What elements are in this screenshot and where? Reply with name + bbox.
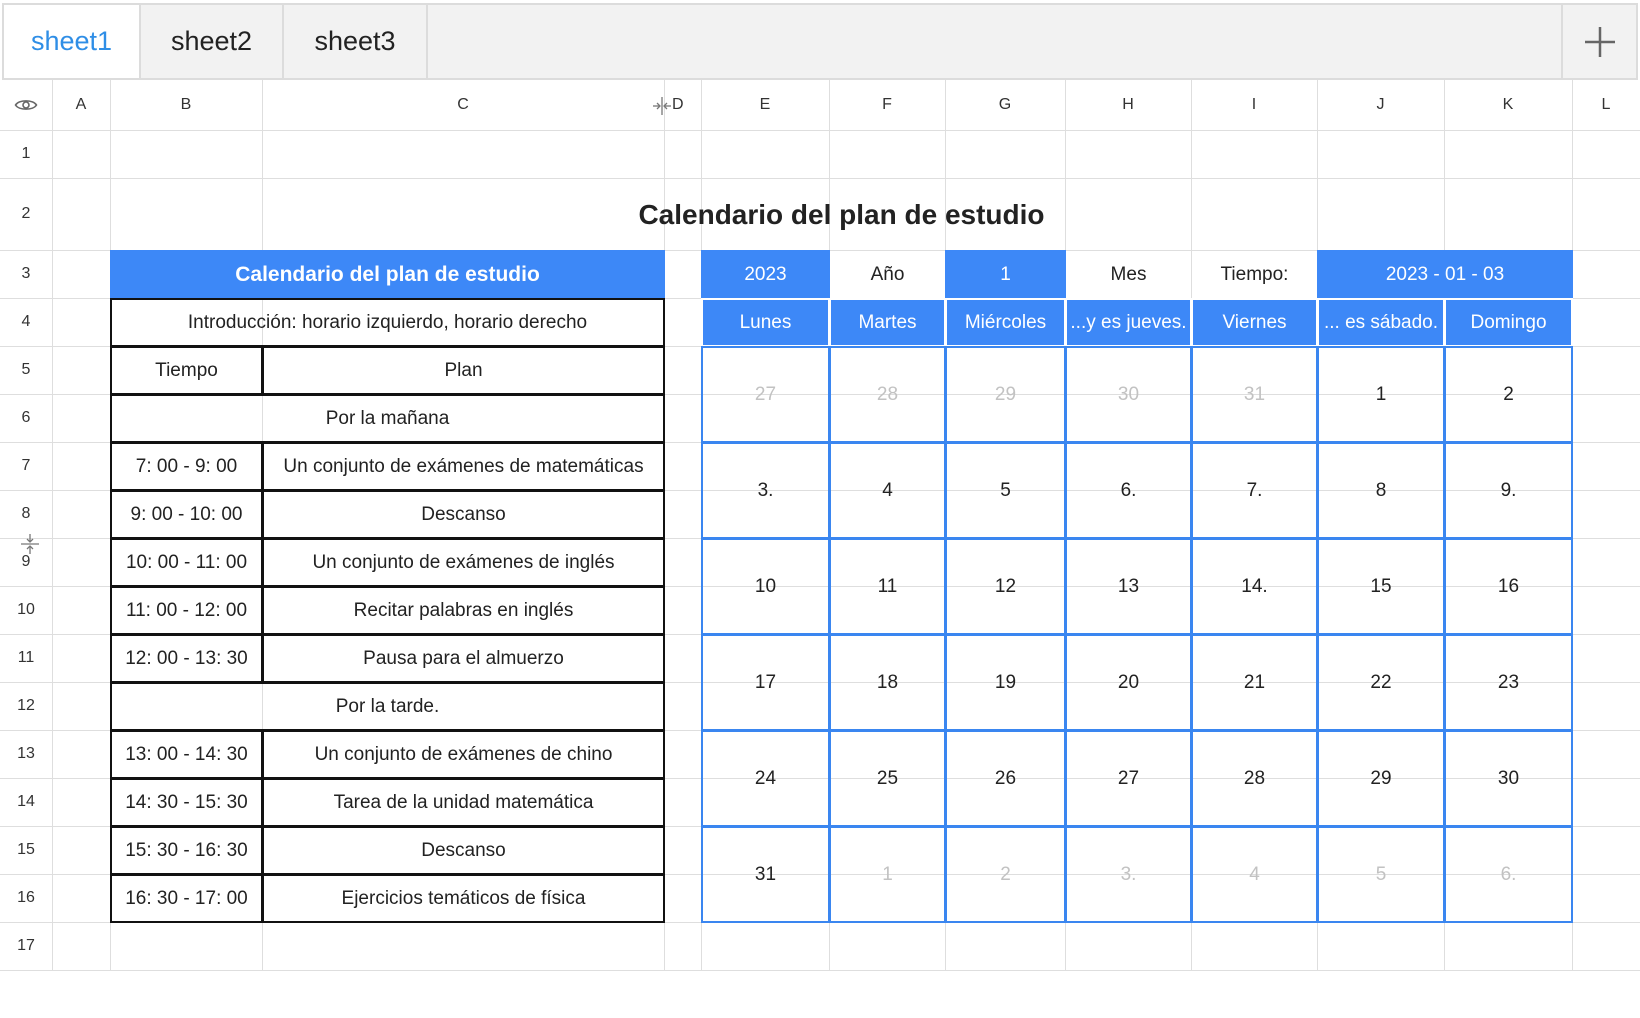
afternoon-section-label[interactable]: Por la tarde. (110, 682, 665, 731)
row-header[interactable]: 8 (21, 505, 31, 522)
row-header[interactable]: 9 (21, 553, 31, 570)
row-header[interactable]: 12 (17, 697, 35, 714)
schedule-plan-cell[interactable]: Ejercicios temáticos de física (262, 874, 665, 923)
row-header[interactable]: 11 (17, 649, 35, 666)
month-label-cell[interactable]: Mes (1110, 263, 1147, 285)
calendar-day-cell[interactable]: 1 (1317, 346, 1445, 443)
calendar-day-cell[interactable]: 31 (701, 826, 830, 923)
row-header[interactable]: 13 (17, 745, 35, 762)
gridline-vertical (52, 80, 53, 970)
weekday-header[interactable]: ... es sábado. (1317, 298, 1445, 347)
calendar-day-cell[interactable]: 20 (1065, 634, 1192, 731)
year-value-cell[interactable]: 2023 (701, 250, 830, 299)
row-header[interactable]: 10 (17, 601, 35, 618)
weekday-header[interactable]: ...y es jueves. (1065, 298, 1192, 347)
sheet-title: Calendario del plan de estudio (638, 198, 1045, 230)
row-header[interactable]: 2 (21, 205, 31, 222)
schedule-plan-cell[interactable]: Recitar palabras en inglés (262, 586, 665, 635)
row-resize-icon (20, 533, 40, 555)
row-header[interactable]: 15 (17, 841, 35, 858)
time-label-cell[interactable]: Tiempo: (1220, 263, 1289, 285)
calendar-day-cell[interactable]: 12 (945, 538, 1066, 635)
calendar-day-cell[interactable]: 31 (1191, 346, 1318, 443)
time-column-header[interactable]: Tiempo (110, 346, 263, 395)
calendar-day-cell[interactable]: 29 (945, 346, 1066, 443)
calendar-day-cell[interactable]: 5 (1317, 826, 1445, 923)
schedule-time-cell[interactable]: 13: 00 - 14: 30 (110, 730, 263, 779)
schedule-time-cell[interactable]: 9: 00 - 10: 00 (110, 490, 263, 539)
eye-icon (14, 97, 38, 113)
calendar-day-cell[interactable]: 15 (1317, 538, 1445, 635)
row-header[interactable]: 3 (21, 265, 31, 282)
column-resize-handle[interactable] (652, 96, 672, 116)
calendar-day-cell[interactable]: 23 (1444, 634, 1573, 731)
schedule-plan-cell[interactable]: Tarea de la unidad matemática (262, 778, 665, 827)
spreadsheet-grid[interactable] (0, 80, 1640, 984)
calendar-day-cell[interactable]: 26 (945, 730, 1066, 827)
calendar-day-cell[interactable]: 28 (829, 346, 946, 443)
calendar-day-cell[interactable]: 8 (1317, 442, 1445, 539)
schedule-time-cell[interactable]: 7: 00 - 9: 00 (110, 442, 263, 491)
row-header[interactable]: 16 (17, 889, 35, 906)
calendar-day-cell[interactable]: 18 (829, 634, 946, 731)
schedule-time-cell[interactable]: 16: 30 - 17: 00 (110, 874, 263, 923)
schedule-plan-cell[interactable]: Pausa para el almuerzo (262, 634, 665, 683)
calendar-day-cell[interactable]: 5 (945, 442, 1066, 539)
schedule-plan-cell[interactable]: Descanso (262, 490, 665, 539)
schedule-time-cell[interactable]: 10: 00 - 11: 00 (110, 538, 263, 587)
column-header[interactable]: C (457, 96, 469, 113)
row-header[interactable]: 4 (21, 313, 31, 330)
calendar-day-cell[interactable]: 11 (829, 538, 946, 635)
calendar-day-cell[interactable]: 29 (1317, 730, 1445, 827)
calendar-day-cell[interactable]: 19 (945, 634, 1066, 731)
calendar-day-cell[interactable]: 21 (1191, 634, 1318, 731)
schedule-plan-cell[interactable]: Descanso (262, 826, 665, 875)
corner-cell[interactable] (0, 80, 52, 130)
calendar-day-cell[interactable]: 22 (1317, 634, 1445, 731)
calendar-day-cell[interactable]: 4 (1191, 826, 1318, 923)
weekday-header[interactable]: Miércoles (945, 298, 1066, 347)
schedule-time-cell[interactable]: 11: 00 - 12: 00 (110, 586, 263, 635)
calendar-day-cell[interactable]: 27 (1065, 730, 1192, 827)
calendar-day-cell[interactable]: 9. (1444, 442, 1573, 539)
weekday-header[interactable]: Domingo (1444, 298, 1573, 347)
row-header[interactable]: 17 (17, 937, 35, 954)
calendar-day-cell[interactable]: 4 (829, 442, 946, 539)
calendar-day-cell[interactable]: 17 (701, 634, 830, 731)
calendar-day-cell[interactable]: 13 (1065, 538, 1192, 635)
calendar-day-cell[interactable]: 16 (1444, 538, 1573, 635)
tab-sheet1[interactable]: sheet1 (4, 5, 141, 78)
calendar-day-cell[interactable]: 27 (701, 346, 830, 443)
column-header[interactable]: F (882, 96, 892, 113)
gridline-horizontal (0, 130, 1640, 131)
sheet-tab-bar (2, 3, 1638, 80)
weekday-header[interactable]: Lunes (701, 298, 830, 347)
schedule-intro[interactable]: Introducción: horario izquierdo, horario derecho (110, 298, 665, 347)
row-header[interactable]: 1 (21, 145, 31, 162)
calendar-day-cell[interactable]: 7. (1191, 442, 1318, 539)
calendar-day-cell[interactable]: 10 (701, 538, 830, 635)
column-resize-icon (652, 96, 672, 116)
column-header[interactable]: D (672, 96, 684, 113)
date-value-cell[interactable]: 2023 - 01 - 03 (1317, 250, 1573, 299)
year-label-cell[interactable]: Año (870, 263, 905, 285)
schedule-header[interactable]: Calendario del plan de estudio (110, 250, 665, 299)
calendar-day-cell[interactable]: 2 (945, 826, 1066, 923)
calendar-day-cell[interactable]: 3. (701, 442, 830, 539)
row-header[interactable]: 6 (21, 409, 31, 426)
calendar-day-cell[interactable]: 6. (1065, 442, 1192, 539)
calendar-day-cell[interactable]: 30 (1444, 730, 1573, 827)
weekday-header[interactable]: Viernes (1191, 298, 1318, 347)
gridline-horizontal (0, 970, 1640, 971)
column-header[interactable]: H (1122, 96, 1134, 113)
schedule-plan-cell[interactable]: Un conjunto de exámenes de chino (262, 730, 665, 779)
calendar-day-cell[interactable]: 3. (1065, 826, 1192, 923)
calendar-day-cell[interactable]: 30 (1065, 346, 1192, 443)
calendar-day-cell[interactable]: 24 (701, 730, 830, 827)
row-header[interactable]: 14 (17, 793, 35, 810)
add-sheet-button[interactable] (1561, 5, 1636, 78)
tab-sheet2[interactable]: sheet2 (141, 5, 284, 78)
schedule-time-cell[interactable]: 15: 30 - 16: 30 (110, 826, 263, 875)
plan-column-header[interactable]: Plan (262, 346, 665, 395)
row-header[interactable]: 5 (21, 361, 31, 378)
column-header[interactable]: B (180, 96, 192, 113)
calendar-day-cell[interactable]: 1 (829, 826, 946, 923)
column-header[interactable]: J (1376, 96, 1385, 113)
row-resize-handle[interactable] (20, 533, 40, 555)
calendar-day-cell[interactable]: 6. (1444, 826, 1573, 923)
weekday-header[interactable]: Martes (829, 298, 946, 347)
schedule-time-cell[interactable]: 12: 00 - 13: 30 (110, 634, 263, 683)
row-header[interactable]: 7 (21, 457, 31, 474)
schedule-plan-cell[interactable]: Un conjunto de exámenes de matemáticas (262, 442, 665, 491)
month-value-cell[interactable]: 1 (945, 250, 1066, 299)
plus-icon (1583, 25, 1617, 59)
calendar-day-cell[interactable]: 28 (1191, 730, 1318, 827)
calendar-day-cell[interactable]: 25 (829, 730, 946, 827)
column-header[interactable]: L (1601, 96, 1611, 113)
tab-sheet3[interactable]: sheet3 (284, 5, 428, 78)
column-header[interactable]: A (75, 96, 87, 113)
schedule-plan-cell[interactable]: Un conjunto de exámenes de inglés (262, 538, 665, 587)
column-header[interactable]: I (1251, 96, 1257, 113)
column-header[interactable]: E (759, 96, 771, 113)
schedule-time-cell[interactable]: 14: 30 - 15: 30 (110, 778, 263, 827)
tab-bar-spacer (428, 5, 1561, 78)
column-header[interactable]: G (998, 96, 1012, 113)
calendar-day-cell[interactable]: 2 (1444, 346, 1573, 443)
morning-section-label[interactable]: Por la mañana (110, 394, 665, 443)
column-header[interactable]: K (1502, 96, 1514, 113)
calendar-day-cell[interactable]: 14. (1191, 538, 1318, 635)
